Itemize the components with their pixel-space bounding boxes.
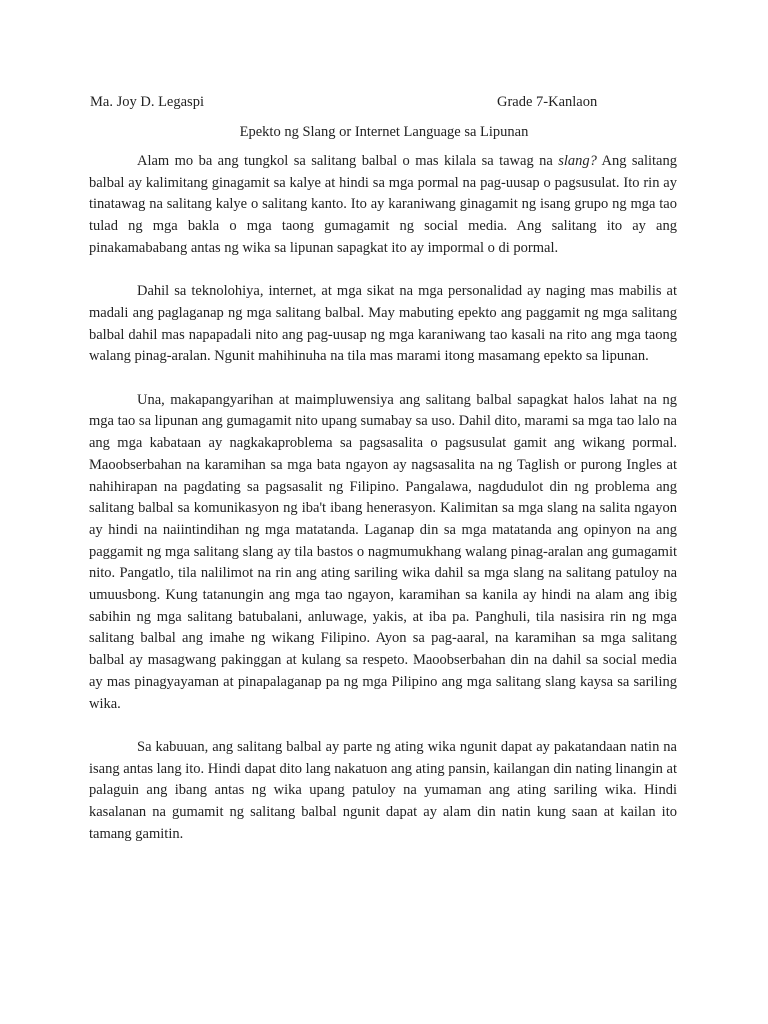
paragraph-1-before: Alam mo ba ang tungkol sa salitang balbal o mas kilala sa tawag na — [137, 153, 559, 169]
essay-title: Epekto ng Slang or Internet Language sa Lipunan — [239, 124, 529, 140]
paragraph-3: Una, makapangyarihan at maimpluwensiya ang salitang balbal sapagkat halos lahat na ng mga tao sa lipunan ang gumagamit nito upang sumabay sa uso. Dahil dito, marami sa mga tao lalo na ang mga kabataan ay nagkakaproblema sa pagsasalita o pagsusulat gamit ang wikang pormal. Maoobserbahan na karamihan sa mga bata ngayon ay nagsasalita na ng Taglish or purong Ingles at nahihirapan na pagdating sa pagsasalit ng Filipino. Pangalawa, nagdudulot din ng problema ang salitang balbal sa komunikasyon ng iba't ibang henerasyon. Kalimitan sa mga slang na salita ngayon ay hindi na naiintindihan ng mga matatanda. Laganap din sa mga matatanda ang opinyon na ang paggamit ng mga salitang slang ay tila bastos o nagmumukhang walang pinag-aralan ang gumagamit nito. Pangatlo, tila nalilimot na rin ang ating sariling wika dahil sa mga slang na salitang patuloy na umuusbong. Kung tatanungin ang mga tao ngayon, karamihan sa kanila ay hindi na alam ang ibig sabihin ng mga salitang batubalani, anluwage, yakis, at iba pa. Panghuli, tila nasisira rin ng mga salitang balbal ang imahe ng wikang Filipino. Ayon sa pag-aaral, na karamihan sa mga salitang balbal ay masagwang pakinggan at kulang sa respeto. Maoobserbahan din na dahil sa social media ay mas pinagyayaman at pinapalaganap pa ng mga Pilipino ang mga salitang slang kaysa sa sariling wika. — [89, 391, 677, 712]
paragraph-1 — [89, 151, 677, 260]
essay-body — [89, 151, 677, 867]
grade-section: Grade 7-Kanlaon — [497, 94, 598, 110]
paragraph-1-after: Ang salitang balbal ay kalimitang ginagamit sa kalye at hindi sa mga pormal na pag-uusap o pagsusulat. Ito rin ay tinatawag na salitang kalye o salitang kanto. Ito ay karaniwang ginagamit ng isang grupo ng mga tao tulad ng mga bakla o mga taong gumagamit ng social media. Ang salitang ito ay ang pinakamababang antas ng wika sa lipunan sapagkat ito ay impormal o di pormal. — [89, 153, 677, 256]
paragraph-1-italic: slang? — [558, 153, 597, 169]
paragraph-2: Dahil sa teknolohiya, internet, at mga sikat na mga personalidad ay naging mas mabilis at madali ang paglaganap ng mga salitang balbal. May mabuting epekto ang paggamit ng mga salitang balbal dahil mas napapadali nito ang pag-uusap ng mga karaniwang tao kasali na rito ang mga taong walang pinag-aralan. Ngunit mahihinuha na tila mas marami itong masamang epekto sa lipunan. — [89, 283, 677, 365]
paragraph-4: Sa kabuuan, ang salitang balbal ay parte ng ating wika ngunit dapat ay pakatandaan natin na isang antas lang ito. Hindi dapat dito lang nakatuon ang ating pansin, kailangan din nating linangin at palaguin ang ibang antas ng wika upang patuloy na yumaman ang ating sariling wika. Hindi kasalanan na gumamit ng salitang balbal ngunit dapat ay alam din natin kung saan at kailan ito tamang gamitin. — [89, 738, 677, 842]
author-name: Ma. Joy D. Legaspi — [90, 94, 204, 110]
